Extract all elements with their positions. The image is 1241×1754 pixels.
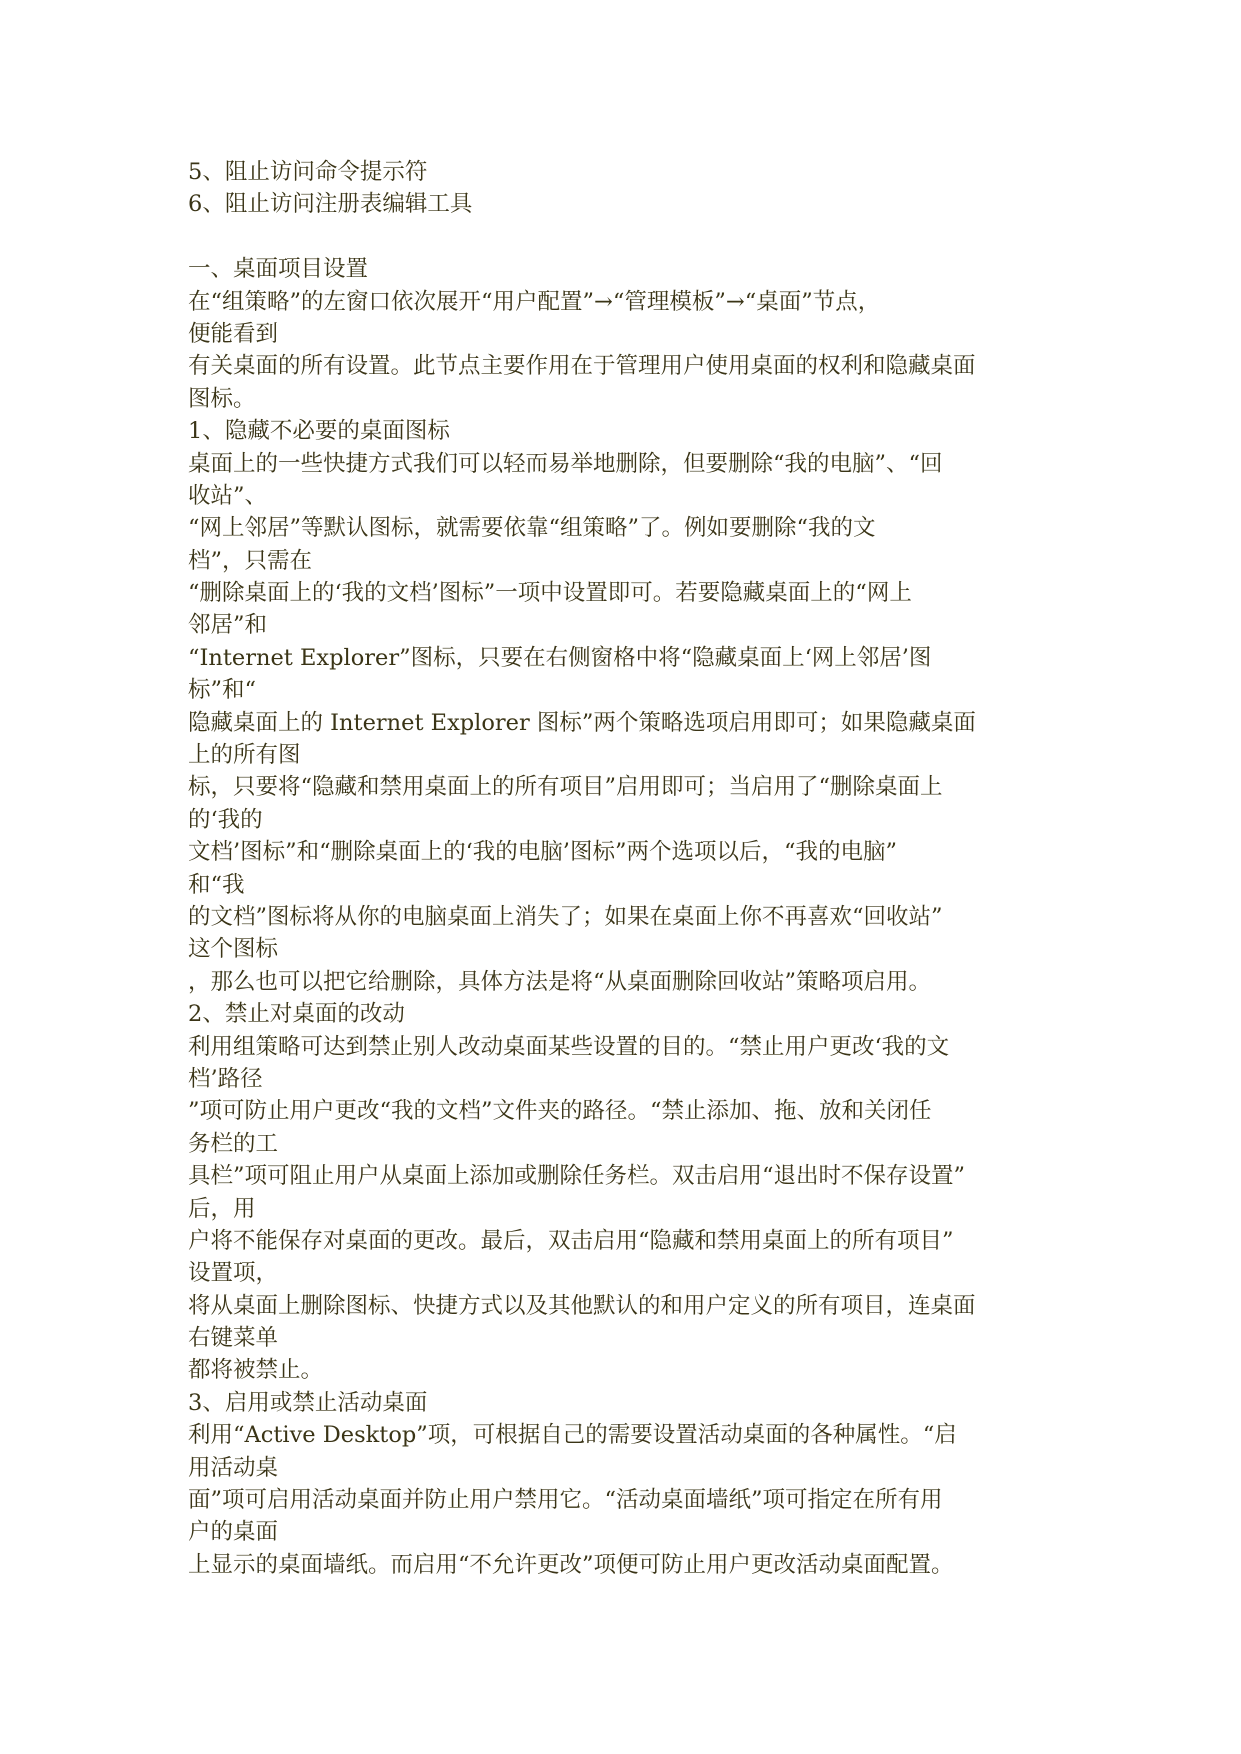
document-page [188, 156, 1068, 1581]
paragraph-line: 标”和“ [188, 677, 257, 704]
paragraph-line: 上的所有图 [188, 742, 301, 769]
paragraph-line: 都将被禁止。 [188, 1357, 324, 1384]
paragraph-line: 档’路径 [188, 1065, 263, 1092]
paragraph-line: 后，用 [188, 1195, 256, 1222]
paragraph-line: 设置项， [188, 1260, 279, 1287]
paragraph-line: 邻居”和 [188, 612, 268, 639]
paragraph-line: 的‘我的 [188, 806, 263, 833]
paragraph-line: 便能看到 [188, 320, 279, 347]
paragraph-line: 这个图标 [188, 936, 279, 963]
paragraph-line: 户将不能保存对桌面的更改。最后，双击启用“隐藏和禁用桌面上的所有项目” [188, 1227, 954, 1254]
paragraph-line: 文档’图标”和“删除桌面上的‘我的电脑’图标”两个选项以后，“我的电脑” [188, 839, 897, 866]
list-item: 6、阻止访问注册表编辑工具 [188, 191, 473, 218]
paragraph-line: 上显示的桌面墙纸。而启用“不允许更改”项便可防止用户更改活动桌面配置。 [188, 1551, 954, 1578]
paragraph-line: 收站”、 [188, 482, 268, 509]
subsection-heading: 1、隐藏不必要的桌面图标 [188, 418, 450, 445]
paragraph-line: ，那么也可以把它给删除，具体方法是将“从桌面删除回收站”策略项启用。 [188, 968, 932, 995]
paragraph-line: 的文档”图标将从你的电脑桌面上消失了；如果在桌面上你不再喜欢“回收站” [188, 903, 943, 930]
paragraph-line: 和“我 [188, 871, 245, 898]
blank-line [188, 221, 1068, 253]
paragraph-line: “删除桌面上的‘我的文档’图标”一项中设置即可。若要隐藏桌面上的“网上 [188, 580, 912, 607]
paragraph-line: ”项可防止用户更改“我的文档”文件夹的路径。“禁止添加、拖、放和关闭任 [188, 1098, 932, 1125]
paragraph-line: 标，只要将“隐藏和禁用桌面上的所有项目”启用即可；当启用了“删除桌面上 [188, 774, 943, 801]
paragraph-line: “Internet Explorer”图标，只要在右侧窗格中将“隐藏桌面上‘网上邻居’图 [188, 644, 932, 671]
paragraph-line: 用活动桌 [188, 1454, 279, 1481]
list-item: 5、阻止访问命令提示符 [188, 159, 428, 185]
paragraph-line: 档”，只需在 [188, 547, 313, 574]
subsection-heading: 2、禁止对桌面的改动 [188, 1001, 405, 1028]
paragraph-line: 桌面上的一些快捷方式我们可以轻而易举地删除，但要删除“我的电脑”、“回 [188, 450, 943, 477]
section-heading: 一、桌面项目设置 [188, 256, 369, 283]
paragraph-line: 将从桌面上删除图标、快捷方式以及其他默认的和用户定义的所有项目，连桌面 [188, 1292, 976, 1319]
paragraph-line: 有关桌面的所有设置。此节点主要作用在于管理用户使用桌面的权利和隐藏桌面 [188, 353, 976, 380]
paragraph-line: 右键菜单 [188, 1325, 279, 1352]
paragraph-line: 户的桌面 [188, 1519, 279, 1546]
paragraph-line: 利用“Active Desktop”项，可根据自己的需要设置活动桌面的各种属性。“启 [188, 1422, 957, 1449]
paragraph-line: 面”项可启用活动桌面并防止用户禁用它。“活动桌面墙纸”项可指定在所有用 [188, 1487, 943, 1514]
paragraph-line: 具栏”项可阻止用户从桌面上添加或删除任务栏。双击启用“退出时不保存设置” [188, 1163, 966, 1190]
paragraph-line: 在“组策略”的左窗口依次展开“用户配置”→“管理模板”→“桌面”节点， [188, 288, 881, 315]
paragraph-line: 隐藏桌面上的 Internet Explorer 图标”两个策略选项启用即可；如果隐藏桌面 [188, 709, 976, 736]
paragraph-line: “网上邻居”等默认图标，就需要依靠“组策略”了。例如要删除“我的文 [188, 515, 876, 542]
paragraph-line: 图标。 [188, 385, 256, 412]
paragraph-line: 利用组策略可达到禁止别人改动桌面某些设置的目的。“禁止用户更改‘我的文 [188, 1033, 950, 1060]
paragraph-line: 务栏的工 [188, 1130, 279, 1157]
subsection-heading: 3、启用或禁止活动桌面 [188, 1389, 428, 1416]
